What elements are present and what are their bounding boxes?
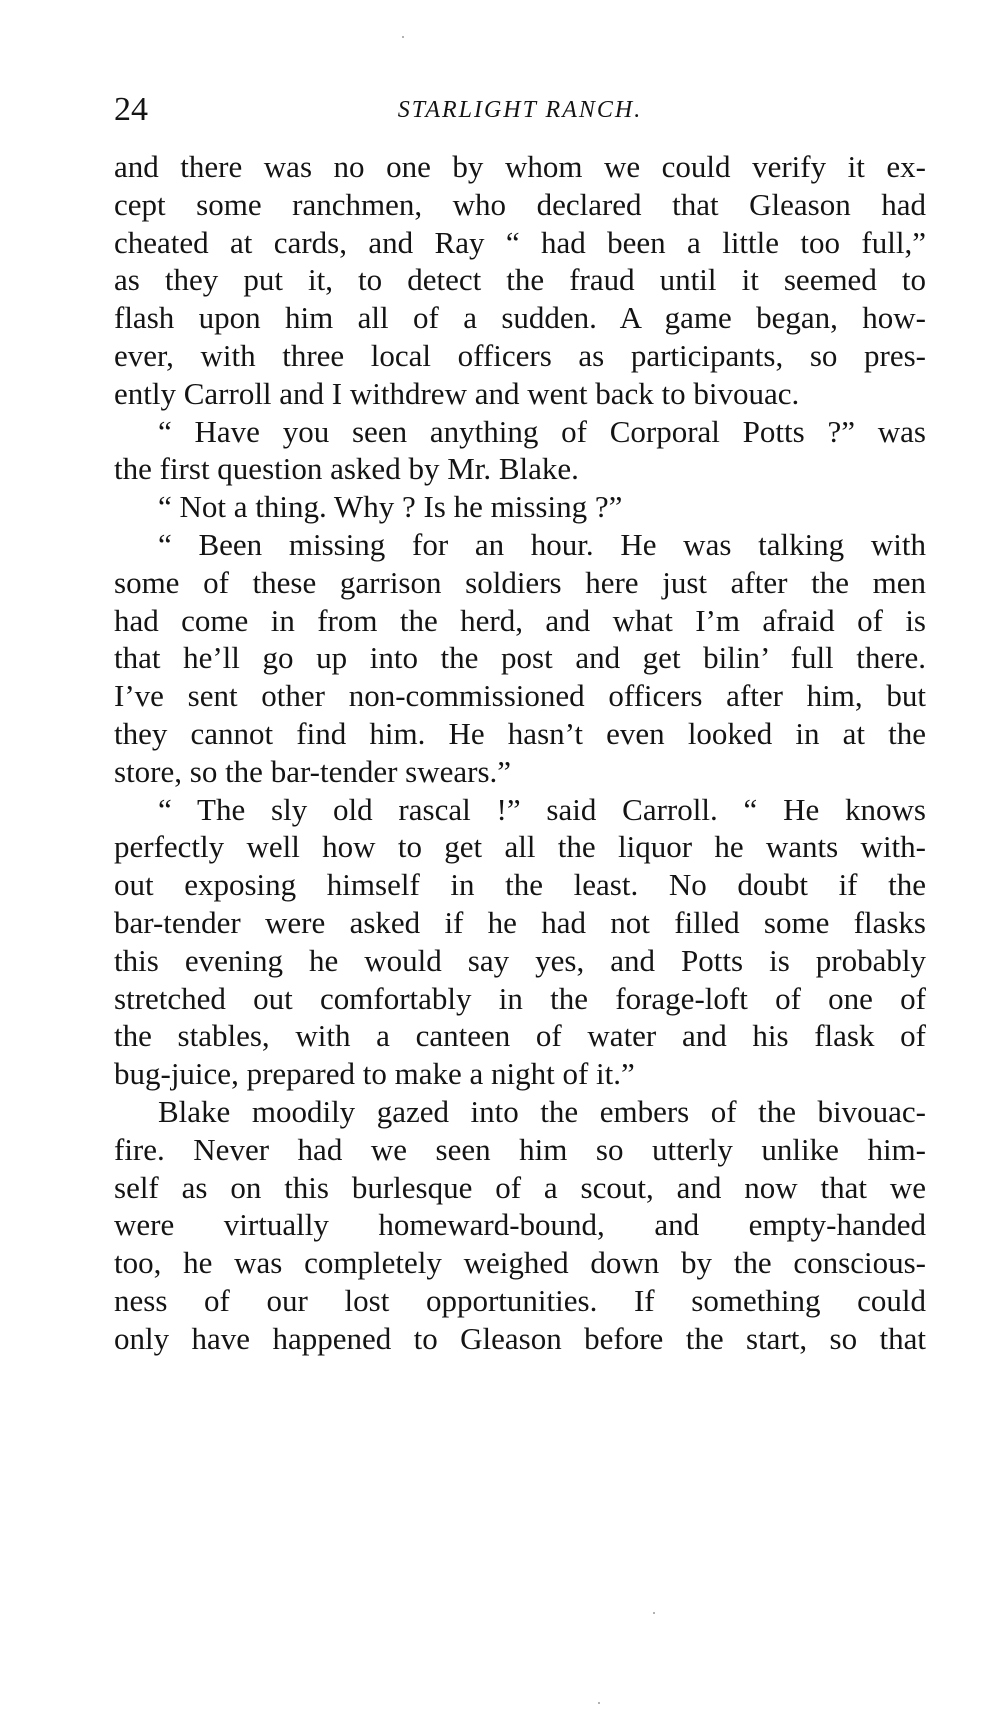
text-line: “ The sly old rascal !” said Carroll. “ He knows [158, 791, 926, 827]
text-line: they cannot find him. He hasn’t even looked in at the [114, 715, 926, 751]
text-line: Blake moodily gazed into the embers of the bivouac- [158, 1093, 926, 1129]
running-title: STARLIGHT RANCH. [397, 97, 643, 123]
text-line: I’ve sent other non-commissioned officers after him, but [114, 678, 926, 714]
text-line: out exposing himself in the least. No doubt if the [114, 867, 926, 903]
text-line: stretched out comfortably in the forage-loft of one of [114, 980, 926, 1016]
paper-speck [653, 1612, 655, 1614]
text-line: bug-juice, prepared to make a night of it.” [114, 1056, 635, 1092]
page-number: 24 [114, 91, 148, 128]
text-line: and there was no one by whom we could verify it ex- [114, 149, 926, 184]
text-line: had come in from the herd, and what I’m afraid of is [114, 602, 926, 638]
paper-speck [598, 1702, 600, 1704]
text-line: perfectly well how to get all the liquor he wants with- [114, 829, 926, 865]
text-line: some of these garrison soldiers here just after the men [114, 564, 926, 600]
text-line: self as on this burlesque of a scout, and now that we [114, 1169, 926, 1205]
text-line: were virtually homeward-bound, and empty-handed [114, 1207, 926, 1243]
text-line: ness of our lost opportunities. If something could [114, 1282, 926, 1318]
text-line: cheated at cards, and Ray “ had been a little too full,” [114, 224, 926, 260]
body-text [114, 148, 926, 1358]
text-line: “ Have you seen anything of Corporal Potts ?” was [158, 413, 926, 449]
text-line: too, he was completely weighed down by the conscious- [114, 1245, 926, 1281]
paper-speck [402, 36, 404, 38]
text-line: flash upon him all of a sudden. A game began, how- [114, 300, 926, 336]
text-line: this evening he would say yes, and Potts is probably [114, 942, 926, 978]
text-line: ently Carroll and I withdrew and went back to bivouac. [114, 375, 800, 411]
text-line: that he’ll go up into the post and get bilin’ full there. [114, 640, 926, 676]
text-line: store, so the bar-tender swears.” [114, 753, 512, 789]
text-line: cept some ranchmen, who declared that Gleason had [114, 186, 926, 222]
text-line: the first question asked by Mr. Blake. [114, 451, 579, 487]
text-line: as they put it, to detect the fraud until it seemed to [114, 262, 926, 298]
page-header [114, 90, 926, 130]
text-line: bar-tender were asked if he had not filled some flasks [114, 904, 926, 940]
text-line: the stables, with a canteen of water and his flask of [114, 1018, 926, 1054]
text-line: fire. Never had we seen him so utterly unlike him- [114, 1131, 926, 1167]
text-line: “ Been missing for an hour. He was talking with [158, 526, 926, 562]
text-line: only have happened to Gleason before the start, so that [114, 1320, 926, 1356]
text-line: “ Not a thing. Why ? Is he missing ?” [158, 489, 623, 525]
text-line: ever, with three local officers as participants, so pres- [114, 337, 926, 373]
